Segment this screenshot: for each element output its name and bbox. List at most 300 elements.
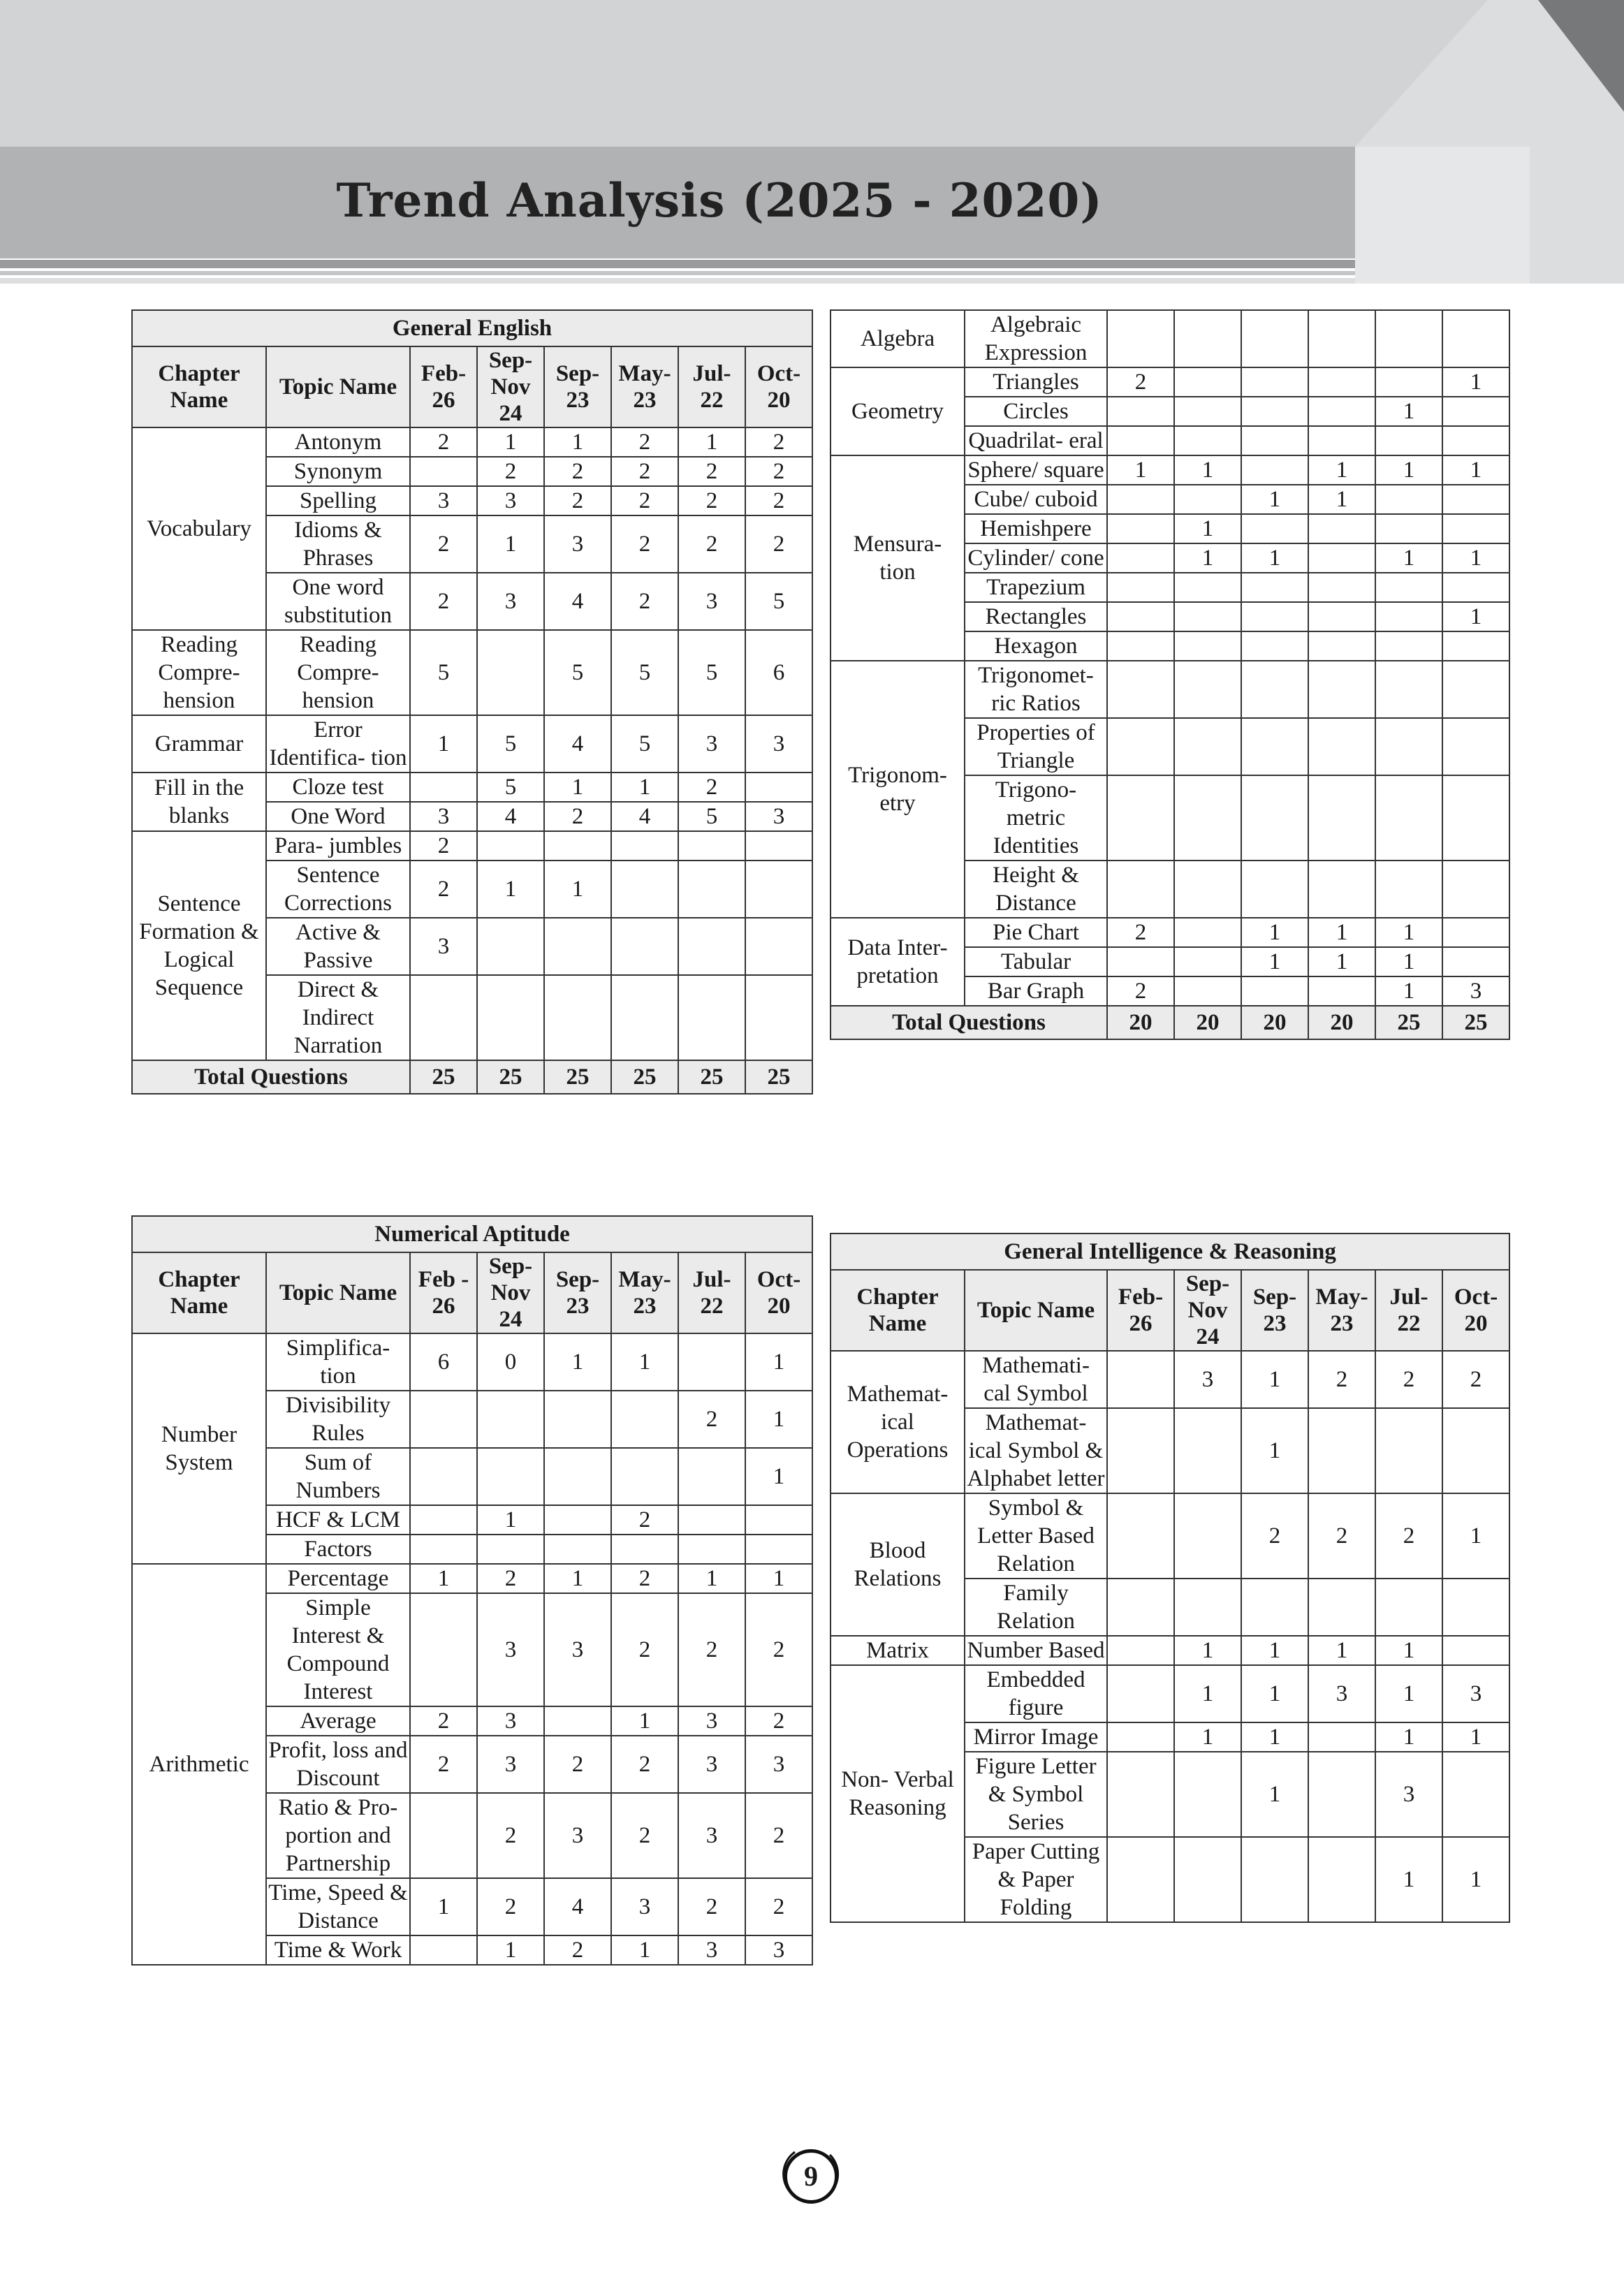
value-cell: 3 [477,1706,544,1736]
value-cell [1375,661,1442,718]
topic-cell: Para- jumbles [266,831,410,861]
value-cell: 2 [477,1878,544,1935]
value-cell: 3 [745,1935,812,1965]
header-cell: Feb - 26 [410,1252,477,1333]
header-cell: Feb- 26 [1107,1270,1174,1351]
value-cell [1241,1579,1308,1636]
value-cell [477,1448,544,1505]
value-cell [1308,631,1375,661]
value-cell [1308,514,1375,543]
header-cell: Chapter Name [831,1270,965,1351]
value-cell: 3 [477,486,544,515]
value-cell [1174,397,1241,426]
value-cell [1174,1579,1241,1636]
value-cell: 1 [678,427,745,457]
value-cell [1375,367,1442,397]
value-cell: 1 [1174,543,1241,573]
topic-cell: Tabular [965,947,1107,976]
value-cell [1107,573,1174,602]
value-cell [1241,976,1308,1006]
total-cell: 25 [1442,1006,1509,1039]
topic-cell: Simplifica- tion [266,1333,410,1391]
value-cell [678,1535,745,1564]
corner-decoration [1355,0,1624,284]
value-cell [1174,573,1241,602]
value-cell: 3 [410,918,477,975]
value-cell [1174,367,1241,397]
header-cell: Sep- 23 [544,1252,611,1333]
value-cell [1174,918,1241,947]
value-cell: 1 [1442,1493,1509,1579]
value-cell: 1 [477,1505,544,1535]
topic-cell: Rectangles [965,602,1107,631]
value-cell [1107,775,1174,861]
total-label: Total Questions [831,1006,1107,1039]
value-cell [1442,861,1509,918]
value-cell [1375,718,1442,775]
value-cell: 1 [1442,1837,1509,1922]
value-cell [1442,1752,1509,1837]
chapter-cell: Number System [132,1333,266,1564]
value-cell: 6 [745,630,812,715]
value-cell [477,630,544,715]
value-cell: 1 [1375,947,1442,976]
table-row [132,715,812,773]
value-cell: 3 [678,1793,745,1878]
topic-cell: Symbol & Letter Based Relation [965,1493,1107,1579]
total-cell: 25 [1375,1006,1442,1039]
value-cell: 2 [410,861,477,918]
value-cell: 2 [1241,1493,1308,1579]
table-header-row [132,346,812,427]
topic-cell: One Word [266,802,410,831]
topic-cell: Synonym [266,457,410,486]
topic-cell: Sphere/ square [965,455,1107,485]
value-cell [1442,947,1509,976]
value-cell [745,1505,812,1535]
value-cell: 1 [410,1878,477,1935]
table-row [831,1665,1509,1722]
value-cell: 2 [611,515,678,573]
topic-cell: Circles [965,397,1107,426]
value-cell [1308,976,1375,1006]
total-cell: 25 [745,1060,812,1094]
chapter-cell: Grammar [132,715,266,773]
value-cell [1308,543,1375,573]
chapter-cell: Data Inter- pretation [831,918,965,1006]
value-cell [1308,1837,1375,1922]
value-cell [410,1391,477,1448]
table-row [831,918,1509,947]
page-title: Trend Analysis (2025 - 2020) [336,173,1103,228]
value-cell: 2 [544,1935,611,1965]
value-cell: 5 [678,630,745,715]
topic-cell: Direct & Indirect Narration [266,975,410,1060]
topic-cell: Sum of Numbers [266,1448,410,1505]
value-cell: 3 [611,1878,678,1935]
value-cell: 2 [745,1878,812,1935]
value-cell [1375,861,1442,918]
value-cell [1442,485,1509,514]
value-cell: 1 [1241,1408,1308,1493]
header-cell: Topic Name [965,1270,1107,1351]
value-cell [477,975,544,1060]
value-cell: 4 [544,573,611,630]
table-caption: General Intelligence & Reasoning [831,1233,1509,1270]
value-cell: 2 [745,1793,812,1878]
value-cell [544,1505,611,1535]
value-cell [1174,661,1241,718]
value-cell: 1 [1442,455,1509,485]
topic-cell: Cylinder/ cone [965,543,1107,573]
general-english-table [131,309,813,1095]
value-cell: 2 [544,1736,611,1793]
topic-cell: Trapezium [965,573,1107,602]
value-cell: 4 [544,715,611,773]
value-cell: 1 [1375,455,1442,485]
value-cell: 1 [1375,1837,1442,1922]
topic-cell: Pie Chart [965,918,1107,947]
topic-cell: Height & Distance [965,861,1107,918]
value-cell: 1 [1308,485,1375,514]
table-row [831,367,1509,397]
value-cell [1308,718,1375,775]
value-cell: 2 [678,1878,745,1935]
header-cell: Sep- 23 [544,346,611,427]
table-row [831,310,1509,367]
topic-cell: Factors [266,1535,410,1564]
value-cell: 2 [1107,976,1174,1006]
value-cell: 1 [1442,543,1509,573]
value-cell: 1 [477,515,544,573]
value-cell: 1 [544,861,611,918]
topic-cell: Reading Compre- hension [266,630,410,715]
value-cell [1174,775,1241,861]
value-cell: 1 [611,1935,678,1965]
header-cell: Sep- Nov 24 [477,1252,544,1333]
header-cell: Jul- 22 [678,1252,745,1333]
value-cell [1241,861,1308,918]
value-cell [678,1333,745,1391]
value-cell: 2 [410,831,477,861]
topic-cell: Embedded figure [965,1665,1107,1722]
value-cell [678,861,745,918]
value-cell [1174,1408,1241,1493]
value-cell: 3 [544,515,611,573]
header-cell: Oct- 20 [745,346,812,427]
topic-cell: Trigonomet- ric Ratios [965,661,1107,718]
value-cell: 2 [410,1706,477,1736]
value-cell: 2 [1375,1493,1442,1579]
value-cell [544,975,611,1060]
value-cell: 1 [410,1564,477,1593]
value-cell: 1 [410,715,477,773]
value-cell: 2 [611,1505,678,1535]
value-cell: 2 [611,486,678,515]
value-cell: 2 [745,457,812,486]
value-cell: 1 [544,1333,611,1391]
value-cell: 5 [745,573,812,630]
total-cell: 25 [410,1060,477,1094]
chapter-cell: Trigonom- etry [831,661,965,918]
value-cell [1375,514,1442,543]
value-cell: 5 [477,715,544,773]
value-cell: 3 [544,1793,611,1878]
value-cell [1107,631,1174,661]
value-cell [1174,861,1241,918]
topic-cell: Spelling [266,486,410,515]
value-cell [745,831,812,861]
value-cell [678,831,745,861]
value-cell: 1 [1375,976,1442,1006]
value-cell [410,1535,477,1564]
value-cell [1308,661,1375,718]
value-cell [745,1535,812,1564]
value-cell: 3 [410,802,477,831]
value-cell [1107,947,1174,976]
value-cell: 2 [678,486,745,515]
chapter-cell: Mensura- tion [831,455,965,661]
topic-cell: Algebraic Expression [965,310,1107,367]
value-cell [410,1593,477,1706]
value-cell [477,918,544,975]
value-cell: 1 [1241,485,1308,514]
value-cell: 1 [544,773,611,802]
value-cell: 3 [678,573,745,630]
value-cell: 1 [1241,1752,1308,1837]
value-cell [544,1535,611,1564]
table-header-row [132,1252,812,1333]
value-cell [410,773,477,802]
value-cell: 1 [1107,455,1174,485]
table-row [831,1493,1509,1579]
total-cell: 25 [611,1060,678,1094]
value-cell [1375,602,1442,631]
value-cell: 1 [1174,455,1241,485]
value-cell [1174,631,1241,661]
value-cell [1375,310,1442,367]
topic-cell: Simple Interest & Compound Interest [266,1593,410,1706]
value-cell: 1 [1308,918,1375,947]
value-cell: 3 [745,1736,812,1793]
value-cell [1442,775,1509,861]
value-cell: 3 [1174,1351,1241,1408]
value-cell [1308,1752,1375,1837]
value-cell [611,918,678,975]
value-cell: 1 [745,1564,812,1593]
value-cell: 2 [1107,918,1174,947]
value-cell [1107,602,1174,631]
table-row [132,773,812,802]
topic-cell: Figure Letter & Symbol Series [965,1752,1107,1837]
value-cell: 1 [477,861,544,918]
value-cell [1308,573,1375,602]
value-cell [745,918,812,975]
value-cell [477,1391,544,1448]
header-cell: Topic Name [266,346,410,427]
reasoning-table [830,1233,1510,1923]
value-cell [1375,631,1442,661]
value-cell [1442,661,1509,718]
value-cell [678,975,745,1060]
value-cell [1107,514,1174,543]
value-cell: 1 [1375,918,1442,947]
total-cell: 25 [544,1060,611,1094]
value-cell [611,861,678,918]
value-cell [1442,631,1509,661]
value-cell: 2 [1375,1351,1442,1408]
value-cell: 1 [1241,1722,1308,1752]
topic-cell: Number Based [965,1636,1107,1665]
table-row [132,630,812,715]
value-cell: 1 [1174,1722,1241,1752]
table-row [831,455,1509,485]
value-cell: 1 [477,427,544,457]
topic-cell: Cube/ cuboid [965,485,1107,514]
table-row [831,1636,1509,1665]
value-cell [611,1448,678,1505]
value-cell [1107,310,1174,367]
value-cell: 3 [678,1706,745,1736]
value-cell [678,918,745,975]
value-cell: 3 [544,1593,611,1706]
value-cell: 4 [611,802,678,831]
value-cell [1308,602,1375,631]
value-cell [1241,367,1308,397]
topic-cell: Hemishpere [965,514,1107,543]
header-cell: Oct- 20 [1442,1270,1509,1351]
chapter-cell: Reading Compre- hension [132,630,266,715]
value-cell [1107,661,1174,718]
value-cell [1442,310,1509,367]
value-cell: 1 [1308,455,1375,485]
value-cell [1107,1408,1174,1493]
value-cell [1308,1408,1375,1493]
table-row [132,1564,812,1593]
table-row [132,427,812,457]
header-cell: Oct- 20 [745,1252,812,1333]
value-cell: 5 [611,715,678,773]
value-cell: 6 [410,1333,477,1391]
value-cell: 3 [745,802,812,831]
value-cell: 2 [410,1736,477,1793]
value-cell: 4 [544,1878,611,1935]
value-cell: 1 [1375,1665,1442,1722]
value-cell [1241,426,1308,455]
table-row [831,1351,1509,1408]
total-row [132,1060,812,1094]
value-cell [1442,514,1509,543]
value-cell [1442,573,1509,602]
total-row [831,1006,1509,1039]
topic-cell: Idioms & Phrases [266,515,410,573]
value-cell [1308,310,1375,367]
value-cell [1174,426,1241,455]
value-cell: 1 [745,1391,812,1448]
value-cell: 4 [477,802,544,831]
value-cell: 1 [477,1935,544,1965]
chapter-cell: Vocabulary [132,427,266,630]
value-cell [1241,602,1308,631]
value-cell: 2 [1107,367,1174,397]
total-cell: 20 [1308,1006,1375,1039]
value-cell [745,861,812,918]
value-cell [1241,631,1308,661]
topic-cell: Error Identifica- tion [266,715,410,773]
value-cell [1375,573,1442,602]
value-cell: 2 [544,802,611,831]
chapter-cell: Mathemat- ical Operations [831,1351,965,1493]
value-cell [611,975,678,1060]
value-cell: 1 [1442,367,1509,397]
value-cell: 3 [477,1736,544,1793]
total-cell: 20 [1241,1006,1308,1039]
header-cell: Feb- 26 [410,346,477,427]
value-cell [1107,1493,1174,1579]
chapter-cell: Fill in the blanks [132,773,266,831]
topic-cell: Ratio & Pro- portion and Partnership [266,1793,410,1878]
value-cell [1375,1579,1442,1636]
table-header-row [831,1270,1509,1351]
value-cell: 1 [611,1333,678,1391]
value-cell [611,831,678,861]
page-number: 9 [784,2149,838,2204]
chapter-cell: Algebra [831,310,965,367]
value-cell: 5 [477,773,544,802]
topic-cell: Trigono- metric Identities [965,775,1107,861]
header-cell: May- 23 [611,1252,678,1333]
value-cell [1241,1837,1308,1922]
topic-cell: Triangles [965,367,1107,397]
topic-cell: Hexagon [965,631,1107,661]
value-cell: 1 [1308,1636,1375,1665]
value-cell: 2 [611,1564,678,1593]
value-cell [544,1391,611,1448]
value-cell [1442,918,1509,947]
value-cell: 2 [410,427,477,457]
value-cell: 3 [1442,976,1509,1006]
chapter-cell: Blood Relations [831,1493,965,1636]
value-cell [1107,1665,1174,1722]
topic-cell: Average [266,1706,410,1736]
chapter-cell: Matrix [831,1636,965,1665]
value-cell: 1 [745,1333,812,1391]
value-cell: 3 [745,715,812,773]
value-cell: 2 [477,1793,544,1878]
value-cell [1174,485,1241,514]
topic-cell: HCF & LCM [266,1505,410,1535]
math-continued-table [830,309,1510,1040]
value-cell: 3 [477,573,544,630]
header-cell: Jul- 22 [678,346,745,427]
value-cell: 1 [1241,947,1308,976]
value-cell: 2 [410,573,477,630]
value-cell: 2 [678,773,745,802]
topic-cell: Mathemat- ical Symbol & Alphabet letter [965,1408,1107,1493]
table-caption: General English [132,310,812,346]
value-cell [678,1448,745,1505]
value-cell: 2 [1308,1351,1375,1408]
value-cell [410,1793,477,1878]
value-cell: 2 [678,1593,745,1706]
value-cell: 1 [1442,1722,1509,1752]
value-cell: 5 [678,802,745,831]
value-cell [1308,367,1375,397]
value-cell [1375,1408,1442,1493]
value-cell: 0 [477,1333,544,1391]
value-cell [1308,1722,1375,1752]
value-cell: 2 [544,486,611,515]
